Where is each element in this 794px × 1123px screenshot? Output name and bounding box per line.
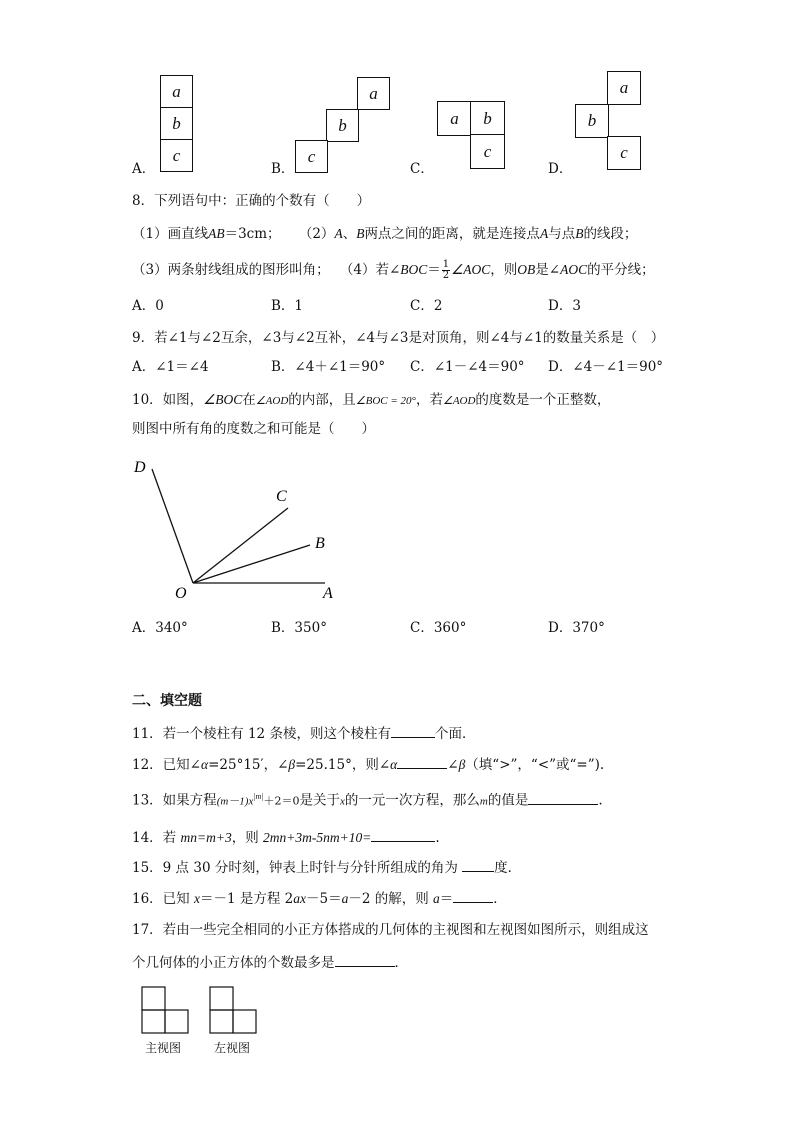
ray-od: [152, 469, 193, 583]
q10-option-a: A．340°: [132, 620, 188, 636]
q15-answer-blank[interactable]: [462, 857, 494, 872]
ray-ob: [193, 545, 310, 583]
q8-option-b: B．1: [271, 298, 304, 314]
q9-option-c: C．∠1－∠4＝90°: [410, 359, 525, 375]
q7-b-cell-c: c: [295, 140, 328, 173]
q12-answer-blank[interactable]: [397, 754, 447, 769]
q9-option-d: D．∠4－∠1＝90°: [548, 359, 664, 375]
q13: 13．如果方程$(m-1)x^{|m|}+2=0$是关于x的一元一次方程，那么m的值是 .: [132, 788, 603, 811]
q7-d-cell-a: a: [607, 71, 641, 105]
q8-option-d: D．3: [548, 298, 581, 314]
q8-statements-line1: （1）画直线AB＝3cm； （2）A、B两点之间的距离，就是连接点A与点B的线段；: [132, 226, 638, 242]
q7-option-a-label: A．: [132, 161, 156, 177]
q7-option-d-label: D．: [548, 161, 573, 177]
q17-line2: 个几何体的小正方体的个数最多是 ．: [132, 952, 408, 972]
q7-a-cell-c: c: [160, 139, 193, 172]
point-d-label: D: [134, 459, 146, 476]
q10-stem-line2: 则图中所有角的度数之和可能是（ ）: [132, 421, 375, 437]
q7-c-cell-b: b: [470, 101, 505, 136]
q8-option-a: A．0: [132, 298, 164, 314]
q15: 15．9 点 30 分时刻，钟表上时针与分针所组成的角为 度．: [132, 857, 521, 877]
q16-answer-blank[interactable]: [453, 888, 493, 903]
q9-option-a: A．∠1＝∠4: [132, 359, 209, 375]
q7-d-cell-c: c: [607, 136, 641, 170]
q7-a-cell-a: a: [160, 75, 193, 108]
q7-a-cell-b: b: [160, 107, 193, 140]
q14-answer-blank[interactable]: [371, 827, 435, 842]
q8-option-c: C．2: [410, 298, 443, 314]
point-a-label: A: [323, 585, 333, 602]
q9-option-b: B．∠4＋∠1＝90°: [271, 359, 386, 375]
q16: 16．已知 x＝－1 是方程 2ax－5＝a－2 的解，则 a＝ ．: [132, 888, 507, 908]
q9-stem: 9．若∠1与∠2互余，∠3与∠2互补，∠4与∠3是对顶角，则∠4与∠1的数量关系是（ ）: [132, 330, 665, 346]
q8-stem: 8．下列语句中：正确的个数有（ ）: [132, 193, 371, 209]
q7-b-cell-a: a: [357, 77, 390, 110]
section-title: 二、填空题: [132, 693, 202, 709]
q7-option-b-label: B．: [271, 161, 295, 177]
q17-line1: 17．若由一些完全相同的小正方体搭成的几何体的主视图和左视图如图所示，则组成这: [132, 922, 649, 938]
point-c-label: C: [276, 488, 287, 505]
q7-d-cell-b: b: [575, 104, 609, 138]
angle-figure: [120, 450, 360, 610]
q14: 14．若 mn=m+3，则 2mn+3m-5nm+10= .: [132, 827, 440, 847]
front-view-label: 主视图: [145, 1041, 182, 1055]
front-view-grid: [142, 987, 188, 1033]
q7-option-c-label: C．: [410, 161, 434, 177]
q17-answer-blank[interactable]: [335, 952, 395, 967]
left-view-label: 左视图: [214, 1041, 251, 1055]
point-b-label: B: [315, 535, 325, 552]
q7-c-cell-c: c: [470, 134, 505, 169]
q11-answer-blank[interactable]: [391, 723, 435, 738]
left-view-grid: [210, 987, 256, 1033]
q8-statements-line2: （3）两条射线组成的图形叫角； （4）若∠BOC＝ $\frac{1}{2}$ ∠AOC，则OB是∠AOC的平分线；: [132, 259, 655, 281]
q10-stem-line1: 10．如图，∠BOC在∠AOD的内部，且∠BOC = 20°，若∠AOD的度数是一个正整数，: [132, 392, 611, 408]
q7-b-cell-b: b: [326, 109, 359, 142]
point-o-label: O: [175, 585, 187, 602]
q10-option-b: B．350°: [271, 620, 327, 636]
q7-c-cell-a: a: [437, 101, 472, 136]
q10-option-d: D．370°: [548, 620, 605, 636]
q17-views-figure: [138, 984, 268, 1036]
ray-oc: [193, 508, 288, 583]
q11: 11．若一个棱柱有 12 条棱，则这个棱柱有 个面．: [132, 723, 475, 743]
one-half-fraction: $\frac{1}{2}$: [442, 259, 450, 281]
q12: 12．已知∠α=25°15′，∠β=25.15°，则∠α ∠β（填“>”，“<”或“=”).: [132, 754, 604, 774]
q10-option-c: C．360°: [410, 620, 467, 636]
q13-answer-blank[interactable]: [528, 790, 598, 805]
